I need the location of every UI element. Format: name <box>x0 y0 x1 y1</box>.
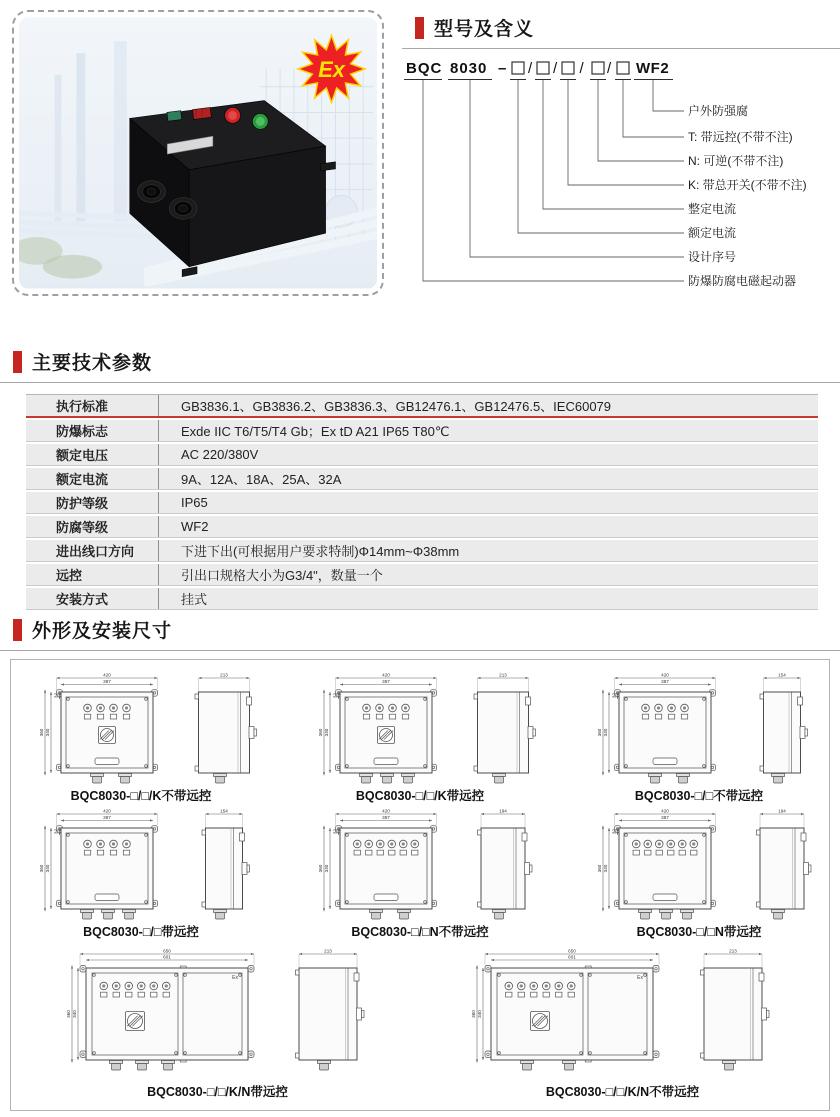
param-row <box>26 492 818 514</box>
model-callout-label: T: 带远控(不带不注) <box>688 130 793 144</box>
param-value: 下进下出(可根据用户要求特制)Φ14mm~Φ38mm <box>158 540 818 561</box>
svg-text:32: 32 <box>53 828 59 835</box>
svg-text:32: 32 <box>332 692 338 699</box>
svg-text:420: 420 <box>382 808 390 814</box>
svg-text:601: 601 <box>162 954 171 960</box>
svg-text:32: 32 <box>53 692 59 699</box>
svg-text:387: 387 <box>103 678 111 684</box>
model-meaning-diagram <box>402 53 840 293</box>
svg-text:340: 340 <box>476 1010 482 1018</box>
svg-text:213: 213 <box>499 672 507 678</box>
param-row <box>26 564 818 586</box>
model-callout-label: N: 可逆(不带不注) <box>688 154 784 168</box>
svg-text:387: 387 <box>382 814 390 820</box>
dimension-drawings-panel <box>10 659 830 1111</box>
param-label: 安装方式 <box>56 592 109 607</box>
svg-text:387: 387 <box>661 678 669 684</box>
dimension-drawing <box>15 804 267 922</box>
param-value: WF2 <box>158 516 818 537</box>
product-photo-frame <box>12 10 384 296</box>
svg-text:650: 650 <box>162 948 171 954</box>
svg-text:Ex: Ex <box>636 975 643 981</box>
svg-text:213: 213 <box>728 948 737 954</box>
dimension-drawing-unit <box>294 668 546 804</box>
svg-text:650: 650 <box>567 948 576 954</box>
svg-text:340: 340 <box>45 728 51 737</box>
dimension-drawing <box>294 804 546 922</box>
param-label: 额定电流 <box>56 472 109 487</box>
drawing-caption: BQC8030-□/□/K带远控 <box>355 789 485 803</box>
model-callout-label: 设计序号 <box>688 250 737 264</box>
dimension-drawing-unit <box>573 668 825 804</box>
svg-text:420: 420 <box>382 672 390 678</box>
drawings-row-1 <box>15 668 825 804</box>
svg-text:8030: 8030 <box>450 60 488 77</box>
drawing-caption: BQC8030-□/□N不带远控 <box>351 925 489 939</box>
param-row <box>26 444 818 466</box>
svg-text:420: 420 <box>661 672 669 678</box>
svg-text:/: / <box>528 60 533 77</box>
svg-text:/: / <box>607 60 612 77</box>
param-label: 防腐等级 <box>56 520 109 535</box>
svg-text:194: 194 <box>778 808 786 814</box>
svg-text:360: 360 <box>318 728 324 737</box>
svg-text:BQC: BQC <box>406 60 443 77</box>
svg-text:420: 420 <box>103 672 111 678</box>
svg-text:387: 387 <box>103 814 111 820</box>
svg-text:601: 601 <box>567 954 576 960</box>
params-table <box>26 394 818 610</box>
svg-text:360: 360 <box>39 864 45 873</box>
drawing-caption: BQC8030-□/□带远控 <box>83 925 199 939</box>
svg-text:213: 213 <box>323 948 332 954</box>
model-callout-label: K: 带总开关(不带不注) <box>688 178 807 192</box>
param-value: Exde IIC T6/T5/T4 Gb；Ex tD A21 IP65 T80℃ <box>158 420 818 441</box>
svg-text:420: 420 <box>103 808 111 814</box>
svg-text:154: 154 <box>220 808 228 814</box>
svg-text:360: 360 <box>318 864 324 873</box>
section-title-params: 主要技术参数 <box>32 353 153 374</box>
drawings-row-2 <box>15 804 825 940</box>
svg-text:387: 387 <box>382 678 390 684</box>
section-dims <box>0 616 840 1111</box>
section-header-params <box>0 348 840 383</box>
svg-text:360: 360 <box>597 864 603 873</box>
param-label: 执行标准 <box>56 399 109 414</box>
param-row <box>26 516 818 538</box>
model-callout-label: 整定电流 <box>688 202 737 216</box>
model-callout-label: 防爆防腐电磁起动器 <box>688 274 797 288</box>
drawing-caption: BQC8030-□/□不带远控 <box>634 789 764 803</box>
param-label: 额定电压 <box>56 448 109 463</box>
svg-text:WF2: WF2 <box>636 60 670 77</box>
drawing-caption: BQC8030-□/□/K/N带远控 <box>147 1085 288 1099</box>
param-value: 9A、12A、18A、25A、32A <box>158 468 818 489</box>
model-callout-label: 额定电流 <box>688 226 737 240</box>
svg-text:/: / <box>579 60 584 77</box>
dimension-drawing <box>28 942 408 1082</box>
drawing-caption: BQC8030-□/□N带远控 <box>636 925 762 939</box>
param-label: 防爆标志 <box>56 424 109 439</box>
section-header-model <box>402 14 840 49</box>
svg-text:32: 32 <box>611 828 617 835</box>
drawing-caption: BQC8030-□/□/K不带远控 <box>70 789 212 803</box>
red-accent-bar <box>13 351 22 373</box>
svg-text:–: – <box>498 60 507 77</box>
param-row <box>26 540 818 562</box>
dimension-drawing-unit <box>15 668 267 804</box>
red-accent-bar <box>13 619 22 641</box>
dimension-drawing <box>294 668 546 786</box>
section-title-model: 型号及含义 <box>434 19 535 40</box>
param-value: GB3836.1、GB3836.2、GB3836.3、GB12476.1、GB12476.5、IEC60079 <box>158 395 818 416</box>
product-photo <box>19 17 377 289</box>
svg-text:Ex: Ex <box>231 975 238 981</box>
dimension-drawing-unit <box>15 804 267 940</box>
param-row <box>26 588 818 610</box>
svg-text:340: 340 <box>324 864 330 873</box>
dimension-drawing-unit <box>573 804 825 940</box>
param-value: 挂式 <box>158 588 818 609</box>
param-row <box>26 395 818 418</box>
svg-text:420: 420 <box>661 808 669 814</box>
model-callout-label: 户外防强腐 <box>688 104 749 118</box>
svg-text:340: 340 <box>324 728 330 737</box>
dimension-drawing-unit <box>433 942 813 1100</box>
svg-text:194: 194 <box>499 808 507 814</box>
drawings-row-3 <box>15 942 825 1100</box>
svg-text:213: 213 <box>220 672 228 678</box>
section-header-dims <box>0 616 840 651</box>
svg-text:340: 340 <box>603 728 609 737</box>
dimension-drawing-unit <box>294 804 546 940</box>
svg-text:340: 340 <box>45 864 51 873</box>
svg-text:340: 340 <box>603 864 609 873</box>
svg-text:340: 340 <box>71 1010 77 1018</box>
section-model <box>402 14 840 293</box>
svg-text:32: 32 <box>611 692 617 699</box>
svg-text:360: 360 <box>470 1010 476 1018</box>
section-params <box>0 348 840 612</box>
dimension-drawing <box>573 804 825 922</box>
svg-text:Ex: Ex <box>318 56 345 82</box>
red-accent-bar <box>415 17 424 39</box>
param-value: IP65 <box>158 492 818 513</box>
dimension-drawing <box>573 668 825 786</box>
param-value: 引出口规格大小为G3/4"，数量一个 <box>158 564 818 585</box>
svg-text:360: 360 <box>39 728 45 737</box>
svg-text:154: 154 <box>778 672 786 678</box>
param-label: 远控 <box>56 568 83 583</box>
param-value: AC 220/380V <box>158 444 818 465</box>
svg-text:/: / <box>553 60 558 77</box>
svg-text:32: 32 <box>332 828 338 835</box>
svg-text:387: 387 <box>661 814 669 820</box>
param-label: 进出线口方向 <box>56 544 135 559</box>
param-row <box>26 420 818 442</box>
section-title-dims: 外形及安装尺寸 <box>32 621 173 642</box>
drawing-caption: BQC8030-□/□/K/N不带远控 <box>545 1085 700 1099</box>
dimension-drawing <box>433 942 813 1082</box>
svg-text:360: 360 <box>597 728 603 737</box>
dimension-drawing-unit <box>28 942 408 1100</box>
param-row <box>26 468 818 490</box>
svg-text:360: 360 <box>65 1010 71 1018</box>
dimension-drawing <box>15 668 267 786</box>
param-label: 防护等级 <box>56 496 109 511</box>
